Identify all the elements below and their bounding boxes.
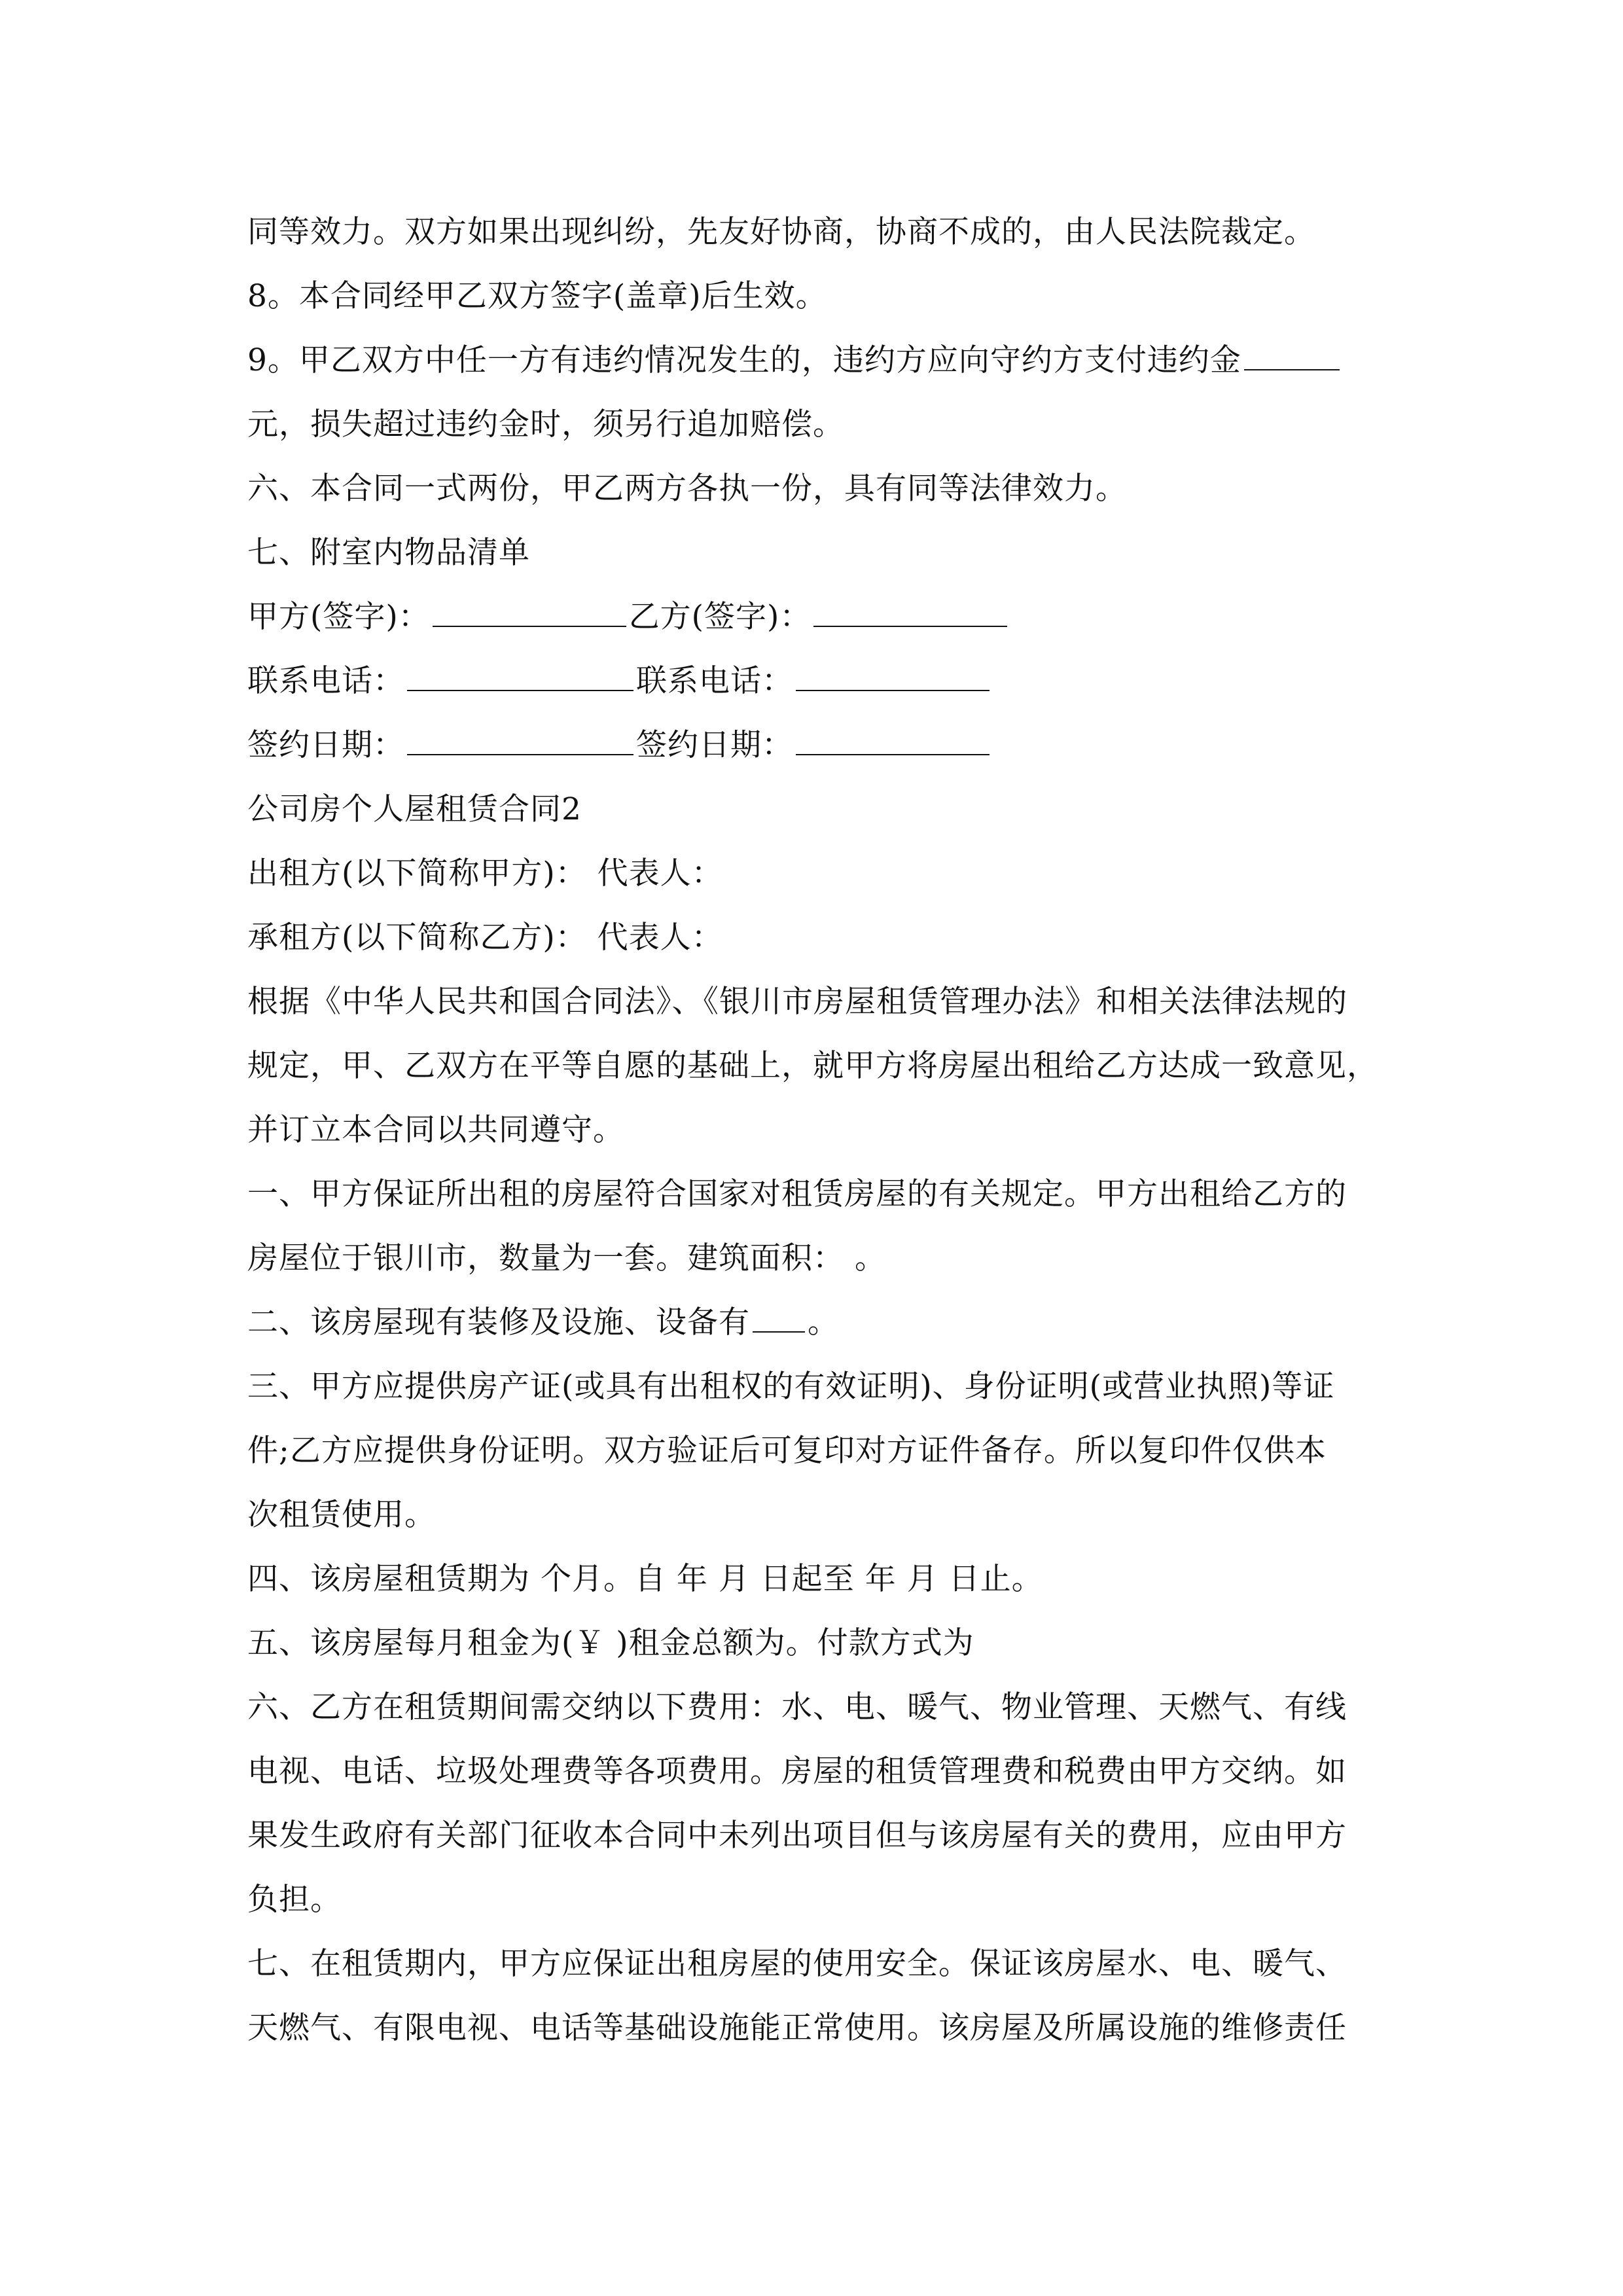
party-a-phone-blank <box>407 656 633 691</box>
party-a-phone-label: 联系电话： <box>247 663 404 699</box>
party-b-phone-blank <box>796 656 990 691</box>
document-page <box>247 200 1386 2060</box>
clause-6-cont: 果发生政府有关部门征收本合同中未列出项目但与该房屋有关的费用，应由甲方 <box>247 1818 1347 1854</box>
preamble-line: 规定，甲、乙双方在平等自愿的基础上，就甲方将房屋出租给乙方达成一致意见， <box>247 1048 1378 1084</box>
clause-4: 四、该房屋租赁期为 个月。自 年 月 日起至 年 月 日止。 <box>247 1561 1043 1597</box>
lessor-line: 出租方(以下简称甲方)： 代表人： <box>247 855 723 891</box>
signature-row <box>247 585 1386 649</box>
section-6-copies: 六、本合同一式两份，甲乙两方各执一份，具有同等法律效力。 <box>247 471 1127 507</box>
clause-7: 七、在租赁期内，甲方应保证出租房屋的使用安全。保证该房屋水、电、暖气、 <box>247 1946 1347 1982</box>
paragraph-line: 元，损失超过违约金时，须另行追加赔偿。 <box>247 406 844 442</box>
penalty-amount-blank <box>1244 335 1340 370</box>
clause-6-cont: 电视、电话、垃圾处理费等各项费用。房屋的租赁管理费和税费由甲方交纳。如 <box>247 1753 1347 1789</box>
section-7-inventory: 七、附室内物品清单 <box>247 535 530 571</box>
clause-6: 六、乙方在租赁期间需交纳以下费用：水、电、暖气、物业管理、天燃气、有线 <box>247 1689 1347 1725</box>
phone-row <box>247 649 1386 713</box>
party-a-date-blank <box>407 720 633 755</box>
party-b-phone-label: 联系电话： <box>636 663 793 699</box>
clause-9-text: 9。甲乙双方中任一方有违约情况发生的，违约方应向守约方支付违约金 <box>247 342 1241 378</box>
party-a-sign-blank <box>433 592 626 627</box>
contract-title: 公司房个人屋租赁合同2 <box>247 791 582 827</box>
preamble-line: 根据《中华人民共和国合同法》、《银川市房屋租赁管理办法》和相关法律法规的 <box>247 984 1347 1020</box>
clause-2 <box>247 1291 1386 1355</box>
clause-2-text: 二、该房屋现有装修及设施、设备有 <box>247 1304 750 1340</box>
clause-7-cont: 天燃气、有限电视、电话等基础设施能正常使用。该房屋及所属设施的维修责任 <box>247 2010 1347 2046</box>
date-row <box>247 713 1386 778</box>
clause-1-cont: 房屋位于银川市，数量为一套。建筑面积： 。 <box>247 1240 886 1276</box>
party-a-date-label: 签约日期： <box>247 727 404 763</box>
party-b-sign-label: 乙方(签字)： <box>628 599 812 635</box>
clause-6-cont: 负担。 <box>247 1882 342 1918</box>
party-b-date-blank <box>796 720 990 755</box>
clause-1: 一、甲方保证所出租的房屋符合国家对租赁房屋的有关规定。甲方出租给乙方的 <box>247 1176 1347 1212</box>
lessee-line: 承租方(以下简称乙方)： 代表人： <box>247 920 723 956</box>
party-b-date-label: 签约日期： <box>636 727 793 763</box>
clause-5: 五、该房屋每月租金为(￥ )租金总额为。付款方式为 <box>247 1625 974 1661</box>
party-b-sign-blank <box>813 592 1007 627</box>
clause-3-cont: 次租赁使用。 <box>247 1497 436 1533</box>
clause-9 <box>247 329 1386 393</box>
paragraph-line: 同等效力。双方如果出现纠纷，先友好协商，协商不成的，由人民法院裁定。 <box>247 214 1315 250</box>
facilities-blank <box>753 1297 805 1333</box>
clause-2-end: 。 <box>808 1304 839 1340</box>
clause-3: 三、甲方应提供房产证(或具有出租权的有效证明)、身份证明(或营业执照)等证 <box>247 1369 1335 1405</box>
party-a-sign-label: 甲方(签字)： <box>247 599 430 635</box>
preamble-line: 并订立本合同以共同遵守。 <box>247 1112 624 1148</box>
clause-3-cont: 件;乙方应提供身份证明。双方验证后可复印对方证件备存。所以复印件仅供本 <box>247 1433 1327 1469</box>
clause-8: 8。本合同经甲乙双方签字(盖章)后生效。 <box>247 278 827 314</box>
